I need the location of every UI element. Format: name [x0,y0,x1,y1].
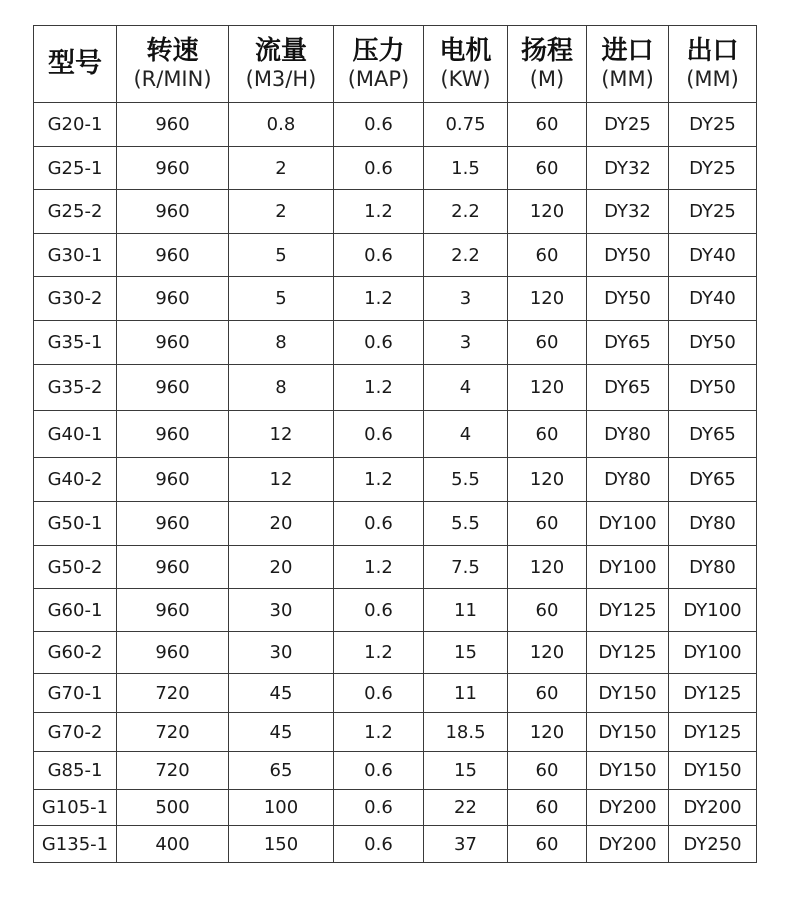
model-cell: G70-2 [34,713,117,752]
table-cell: 0.6 [334,752,424,790]
table-cell: 120 [508,458,587,502]
table-cell: DY150 [587,674,669,713]
table-cell: DY50 [669,365,757,411]
table-cell: 0.6 [334,674,424,713]
table-cell: DY50 [587,234,669,277]
table-cell: 11 [424,589,508,632]
column-header [508,26,587,103]
table-cell: 120 [508,546,587,589]
model-cell: G60-2 [34,632,117,674]
table-header [34,26,757,103]
table-cell: DY65 [669,458,757,502]
table-cell: 500 [117,790,229,826]
model-cell: G25-2 [34,190,117,234]
model-cell: G85-1 [34,752,117,790]
table-cell: 60 [508,234,587,277]
table-cell: 0.6 [334,589,424,632]
table-cell: DY25 [669,190,757,234]
table-cell: DY80 [669,502,757,546]
table-row [34,546,757,589]
table-cell: 0.6 [334,411,424,458]
table-cell: 3 [424,321,508,365]
table-cell: 0.6 [334,502,424,546]
table-cell: 0.6 [334,790,424,826]
column-header [669,26,757,103]
table-cell: 960 [117,234,229,277]
column-header [334,26,424,103]
column-header-label: 型号 [48,48,102,80]
table-cell: 2 [229,190,334,234]
table-row [34,589,757,632]
model-cell: G50-1 [34,502,117,546]
column-header-unit: (M3/H) [245,66,317,91]
table-cell: 4 [424,411,508,458]
table-cell: 2.2 [424,234,508,277]
column-header-unit: (KW) [440,66,491,91]
table-cell: 11 [424,674,508,713]
table-cell: DY125 [669,713,757,752]
table-cell: 5 [229,277,334,321]
table-row [34,103,757,147]
table-cell: 60 [508,147,587,190]
table-cell: 2 [229,147,334,190]
table-cell: DY150 [587,752,669,790]
table-cell: 720 [117,713,229,752]
table-cell: DY80 [587,458,669,502]
table-cell: 0.6 [334,103,424,147]
table-cell: 120 [508,713,587,752]
column-header-label: 扬程 [520,35,573,66]
column-header-label: 压力 [352,35,405,66]
table-cell: 960 [117,103,229,147]
table-cell: 60 [508,502,587,546]
table-cell: 1.2 [334,546,424,589]
table-cell: 45 [229,674,334,713]
table-cell: 120 [508,277,587,321]
table-cell: DY250 [669,826,757,863]
table-cell: 960 [117,458,229,502]
table-cell: 0.6 [334,826,424,863]
table-cell: 1.2 [334,277,424,321]
model-cell: G135-1 [34,826,117,863]
table-cell: DY25 [669,103,757,147]
table-cell: 60 [508,674,587,713]
column-header [587,26,669,103]
table-cell: 60 [508,589,587,632]
table-cell: 30 [229,632,334,674]
table-row [34,147,757,190]
table-cell: 720 [117,752,229,790]
table-cell: DY200 [587,790,669,826]
table-cell: 20 [229,502,334,546]
table-cell: 0.6 [334,234,424,277]
table-cell: DY40 [669,277,757,321]
table-row [34,411,757,458]
table-cell: 0.6 [334,321,424,365]
table-row [34,826,757,863]
table-cell: 120 [508,632,587,674]
table-row [34,321,757,365]
model-cell: G35-2 [34,365,117,411]
table-cell: 960 [117,190,229,234]
table-cell: DY80 [669,546,757,589]
table-cell: 720 [117,674,229,713]
table-cell: 120 [508,365,587,411]
table-cell: 1.2 [334,190,424,234]
column-header-unit: (MAP) [347,66,410,91]
model-cell: G25-1 [34,147,117,190]
table-cell: DY80 [587,411,669,458]
table-cell: 1.2 [334,365,424,411]
table-body [34,103,757,863]
table-row [34,502,757,546]
table-cell: 45 [229,713,334,752]
model-cell: G40-2 [34,458,117,502]
table-cell: 960 [117,365,229,411]
table-cell: DY125 [587,632,669,674]
column-header-unit: (MM) [686,66,739,91]
table-cell: DY100 [669,632,757,674]
table-cell: 60 [508,826,587,863]
table-cell: DY100 [587,502,669,546]
table-cell: 30 [229,589,334,632]
column-header-unit: (MM) [601,66,654,91]
table-cell: DY200 [669,790,757,826]
model-cell: G70-1 [34,674,117,713]
table-cell: DY100 [587,546,669,589]
model-cell: G40-1 [34,411,117,458]
table-cell: 960 [117,321,229,365]
table-row [34,365,757,411]
table-cell: 60 [508,411,587,458]
spec-table [33,25,757,863]
table-row [34,277,757,321]
table-cell: 15 [424,752,508,790]
model-cell: G60-1 [34,589,117,632]
table-cell: DY125 [669,674,757,713]
table-cell: 100 [229,790,334,826]
table-cell: DY32 [587,190,669,234]
column-header [117,26,229,103]
table-cell: 150 [229,826,334,863]
table-row [34,790,757,826]
column-header-label: 出口 [686,35,739,66]
table-cell: 1.2 [334,632,424,674]
table-cell: 20 [229,546,334,589]
table-row [34,674,757,713]
table-cell: 60 [508,752,587,790]
table-row [34,752,757,790]
table-row [34,458,757,502]
table-cell: 1.2 [334,713,424,752]
column-header [34,26,117,103]
table-cell: 1.5 [424,147,508,190]
table-cell: 120 [508,190,587,234]
table-cell: 0.6 [334,147,424,190]
table-row [34,190,757,234]
column-header [229,26,334,103]
table-row [34,713,757,752]
table-cell: 960 [117,277,229,321]
table-cell: DY40 [669,234,757,277]
table-cell: DY100 [669,589,757,632]
table-cell: 1.2 [334,458,424,502]
table-cell: DY25 [669,147,757,190]
table-cell: 960 [117,147,229,190]
table-cell: 22 [424,790,508,826]
model-cell: G30-2 [34,277,117,321]
column-header-unit: (R/MIN) [133,66,212,91]
model-cell: G30-1 [34,234,117,277]
table-cell: DY200 [587,826,669,863]
table-cell: 65 [229,752,334,790]
table-cell: DY150 [669,752,757,790]
model-cell: G20-1 [34,103,117,147]
column-header-unit: (M) [529,66,565,91]
table-cell: 0.75 [424,103,508,147]
table-cell: 0.8 [229,103,334,147]
table-cell: DY50 [587,277,669,321]
column-header-label: 转速 [146,35,199,66]
column-header-label: 流量 [254,35,307,66]
table-cell: 60 [508,790,587,826]
model-cell: G105-1 [34,790,117,826]
header-row [34,26,757,103]
table-cell: 8 [229,321,334,365]
table-row [34,632,757,674]
table-cell: 960 [117,546,229,589]
table-cell: DY125 [587,589,669,632]
table-cell: 960 [117,411,229,458]
table-cell: 12 [229,458,334,502]
table-cell: 960 [117,589,229,632]
table-cell: DY65 [669,411,757,458]
table-cell: 400 [117,826,229,863]
table-cell: 8 [229,365,334,411]
table-cell: 960 [117,502,229,546]
table-row [34,234,757,277]
column-header [424,26,508,103]
table-cell: 15 [424,632,508,674]
table-cell: DY25 [587,103,669,147]
table-cell: 60 [508,321,587,365]
model-cell: G50-2 [34,546,117,589]
model-cell: G35-1 [34,321,117,365]
table-cell: DY50 [669,321,757,365]
table-cell: DY150 [587,713,669,752]
table-cell: 37 [424,826,508,863]
column-header-label: 电机 [439,35,492,66]
table-cell: 12 [229,411,334,458]
table-cell: 3 [424,277,508,321]
table-cell: 5.5 [424,458,508,502]
table-cell: 2.2 [424,190,508,234]
table-cell: 4 [424,365,508,411]
table-cell: DY65 [587,321,669,365]
table-cell: 18.5 [424,713,508,752]
table-cell: 7.5 [424,546,508,589]
table-cell: 5 [229,234,334,277]
table-cell: DY65 [587,365,669,411]
table-cell: DY32 [587,147,669,190]
table-cell: 60 [508,103,587,147]
column-header-label: 进口 [601,35,654,66]
table-cell: 960 [117,632,229,674]
table-cell: 5.5 [424,502,508,546]
